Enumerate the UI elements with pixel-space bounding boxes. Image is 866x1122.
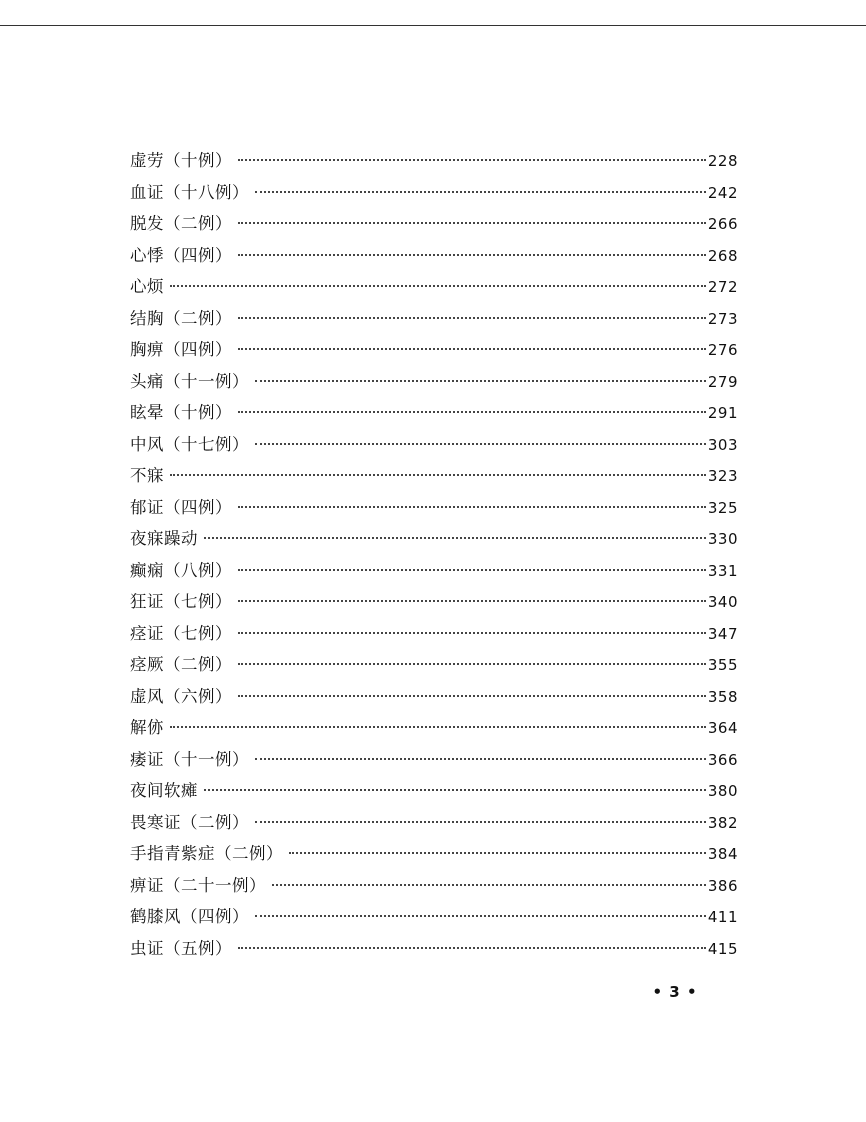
- toc-entry-title: 痹证（二十一例）: [130, 875, 266, 895]
- toc-entry-page: 268: [707, 246, 738, 265]
- toc-entry-title: 眩晕（十例）: [130, 403, 232, 422]
- toc-dot-leader: [238, 600, 706, 602]
- toc-entry-page: 303: [707, 435, 738, 454]
- toc-entry-page: 330: [707, 530, 738, 548]
- toc-entry-page: 323: [707, 467, 738, 485]
- toc-dot-leader: [255, 758, 706, 760]
- toc-entry-page: 382: [707, 813, 738, 832]
- toc-entry: [130, 807, 738, 839]
- toc-dot-leader: [255, 821, 706, 823]
- toc-entry: [130, 460, 738, 492]
- toc-entry: [130, 177, 738, 209]
- toc-dot-leader: [204, 789, 706, 791]
- toc-dot-leader: [238, 506, 706, 508]
- table-of-contents: [130, 145, 738, 964]
- toc-entry-page: 347: [707, 624, 738, 643]
- toc-entry: [130, 334, 738, 366]
- toc-entry: [130, 775, 738, 807]
- toc-dot-leader: [238, 663, 706, 665]
- toc-entry-title: 夜间软瘫: [130, 781, 198, 800]
- toc-entry: [130, 397, 738, 429]
- toc-dot-leader: [170, 285, 706, 287]
- toc-entry-page: 384: [707, 845, 738, 863]
- toc-entry: [130, 649, 738, 681]
- toc-entry-title: 心悸（四例）: [130, 245, 232, 265]
- toc-entry: [130, 838, 738, 870]
- toc-dot-leader: [255, 443, 706, 445]
- toc-entry-page: 228: [707, 152, 738, 170]
- toc-entry: [130, 555, 738, 587]
- toc-entry-page: 358: [707, 687, 738, 706]
- toc-entry-page: 355: [707, 656, 738, 674]
- toc-entry-title: 不寐: [130, 466, 164, 485]
- toc-entry-page: 415: [707, 939, 738, 958]
- toc-entry-page: 273: [707, 309, 738, 328]
- toc-dot-leader: [204, 537, 706, 539]
- top-rule: [0, 25, 866, 26]
- toc-dot-leader: [255, 915, 706, 917]
- toc-entry: [130, 492, 738, 524]
- toc-entry: [130, 240, 738, 272]
- toc-entry: [130, 618, 738, 650]
- toc-entry: [130, 586, 738, 618]
- toc-dot-leader: [255, 191, 706, 193]
- toc-entry-page: 266: [707, 215, 738, 233]
- toc-entry-title: 畏寒证（二例）: [130, 812, 249, 832]
- toc-entry: [130, 712, 738, 744]
- toc-dot-leader: [238, 317, 706, 319]
- toc-entry: [130, 366, 738, 398]
- toc-entry: [130, 901, 738, 933]
- toc-entry-page: 380: [707, 782, 738, 800]
- toc-dot-leader: [170, 726, 706, 728]
- toc-entry: [130, 145, 738, 177]
- toc-entry-page: 364: [707, 719, 738, 737]
- toc-entry-page: 386: [707, 876, 738, 895]
- toc-dot-leader: [289, 852, 706, 854]
- toc-dot-leader: [238, 632, 706, 634]
- toc-dot-leader: [170, 474, 706, 476]
- toc-dot-leader: [238, 569, 706, 571]
- toc-entry-page: 279: [707, 372, 738, 391]
- toc-entry-page: 331: [707, 561, 738, 580]
- toc-entry: [130, 429, 738, 461]
- toc-entry-title: 血证（十八例）: [130, 182, 249, 202]
- toc-entry-title: 脱发（二例）: [130, 214, 232, 233]
- toc-entry: [130, 744, 738, 776]
- toc-entry-title: 癫痫（八例）: [130, 560, 232, 580]
- toc-entry-title: 虫证（五例）: [130, 938, 232, 958]
- toc-entry: [130, 303, 738, 335]
- toc-entry-page: 325: [707, 498, 738, 517]
- toc-entry-title: 狂证（七例）: [130, 592, 232, 611]
- toc-entry-title: 结胸（二例）: [130, 308, 232, 328]
- toc-entry-title: 虚风（六例）: [130, 686, 232, 706]
- toc-dot-leader: [238, 348, 706, 350]
- toc-entry-title: 手指青紫症（二例）: [130, 844, 283, 863]
- toc-entry-page: 366: [707, 750, 738, 769]
- toc-entry: [130, 523, 738, 555]
- toc-entry-title: 心烦: [130, 277, 164, 296]
- toc-entry-page: 242: [707, 183, 738, 202]
- toc-dot-leader: [238, 695, 706, 697]
- toc-entry-title: 头痛（十一例）: [130, 371, 249, 391]
- toc-dot-leader: [238, 947, 706, 949]
- page-number: • 3 •: [652, 983, 698, 1001]
- toc-entry-page: 272: [707, 278, 738, 296]
- toc-entry-title: 鹤膝风（四例）: [130, 907, 249, 926]
- toc-entry: [130, 208, 738, 240]
- toc-entry: [130, 681, 738, 713]
- toc-entry-title: 郁证（四例）: [130, 497, 232, 517]
- toc-dot-leader: [238, 159, 706, 161]
- toc-entry-title: 胸痹（四例）: [130, 340, 232, 359]
- toc-dot-leader: [255, 380, 706, 382]
- toc-entry-title: 虚劳（十例）: [130, 151, 232, 170]
- toc-entry-title: 夜寐躁动: [130, 529, 198, 548]
- toc-entry-title: 解㑊: [130, 718, 164, 737]
- toc-entry-page: 411: [707, 908, 738, 926]
- toc-dot-leader: [272, 884, 706, 886]
- toc-dot-leader: [238, 411, 706, 413]
- toc-entry-title: 中风（十七例）: [130, 434, 249, 454]
- toc-entry: [130, 933, 738, 965]
- toc-entry-page: 291: [707, 404, 738, 422]
- toc-dot-leader: [238, 222, 706, 224]
- toc-entry: [130, 870, 738, 902]
- toc-entry-page: 276: [707, 341, 738, 359]
- toc-entry-page: 340: [707, 593, 738, 611]
- toc-dot-leader: [238, 254, 706, 256]
- toc-entry: [130, 271, 738, 303]
- toc-entry-title: 痉证（七例）: [130, 623, 232, 643]
- toc-entry-title: 痉厥（二例）: [130, 655, 232, 674]
- toc-entry-title: 痿证（十一例）: [130, 749, 249, 769]
